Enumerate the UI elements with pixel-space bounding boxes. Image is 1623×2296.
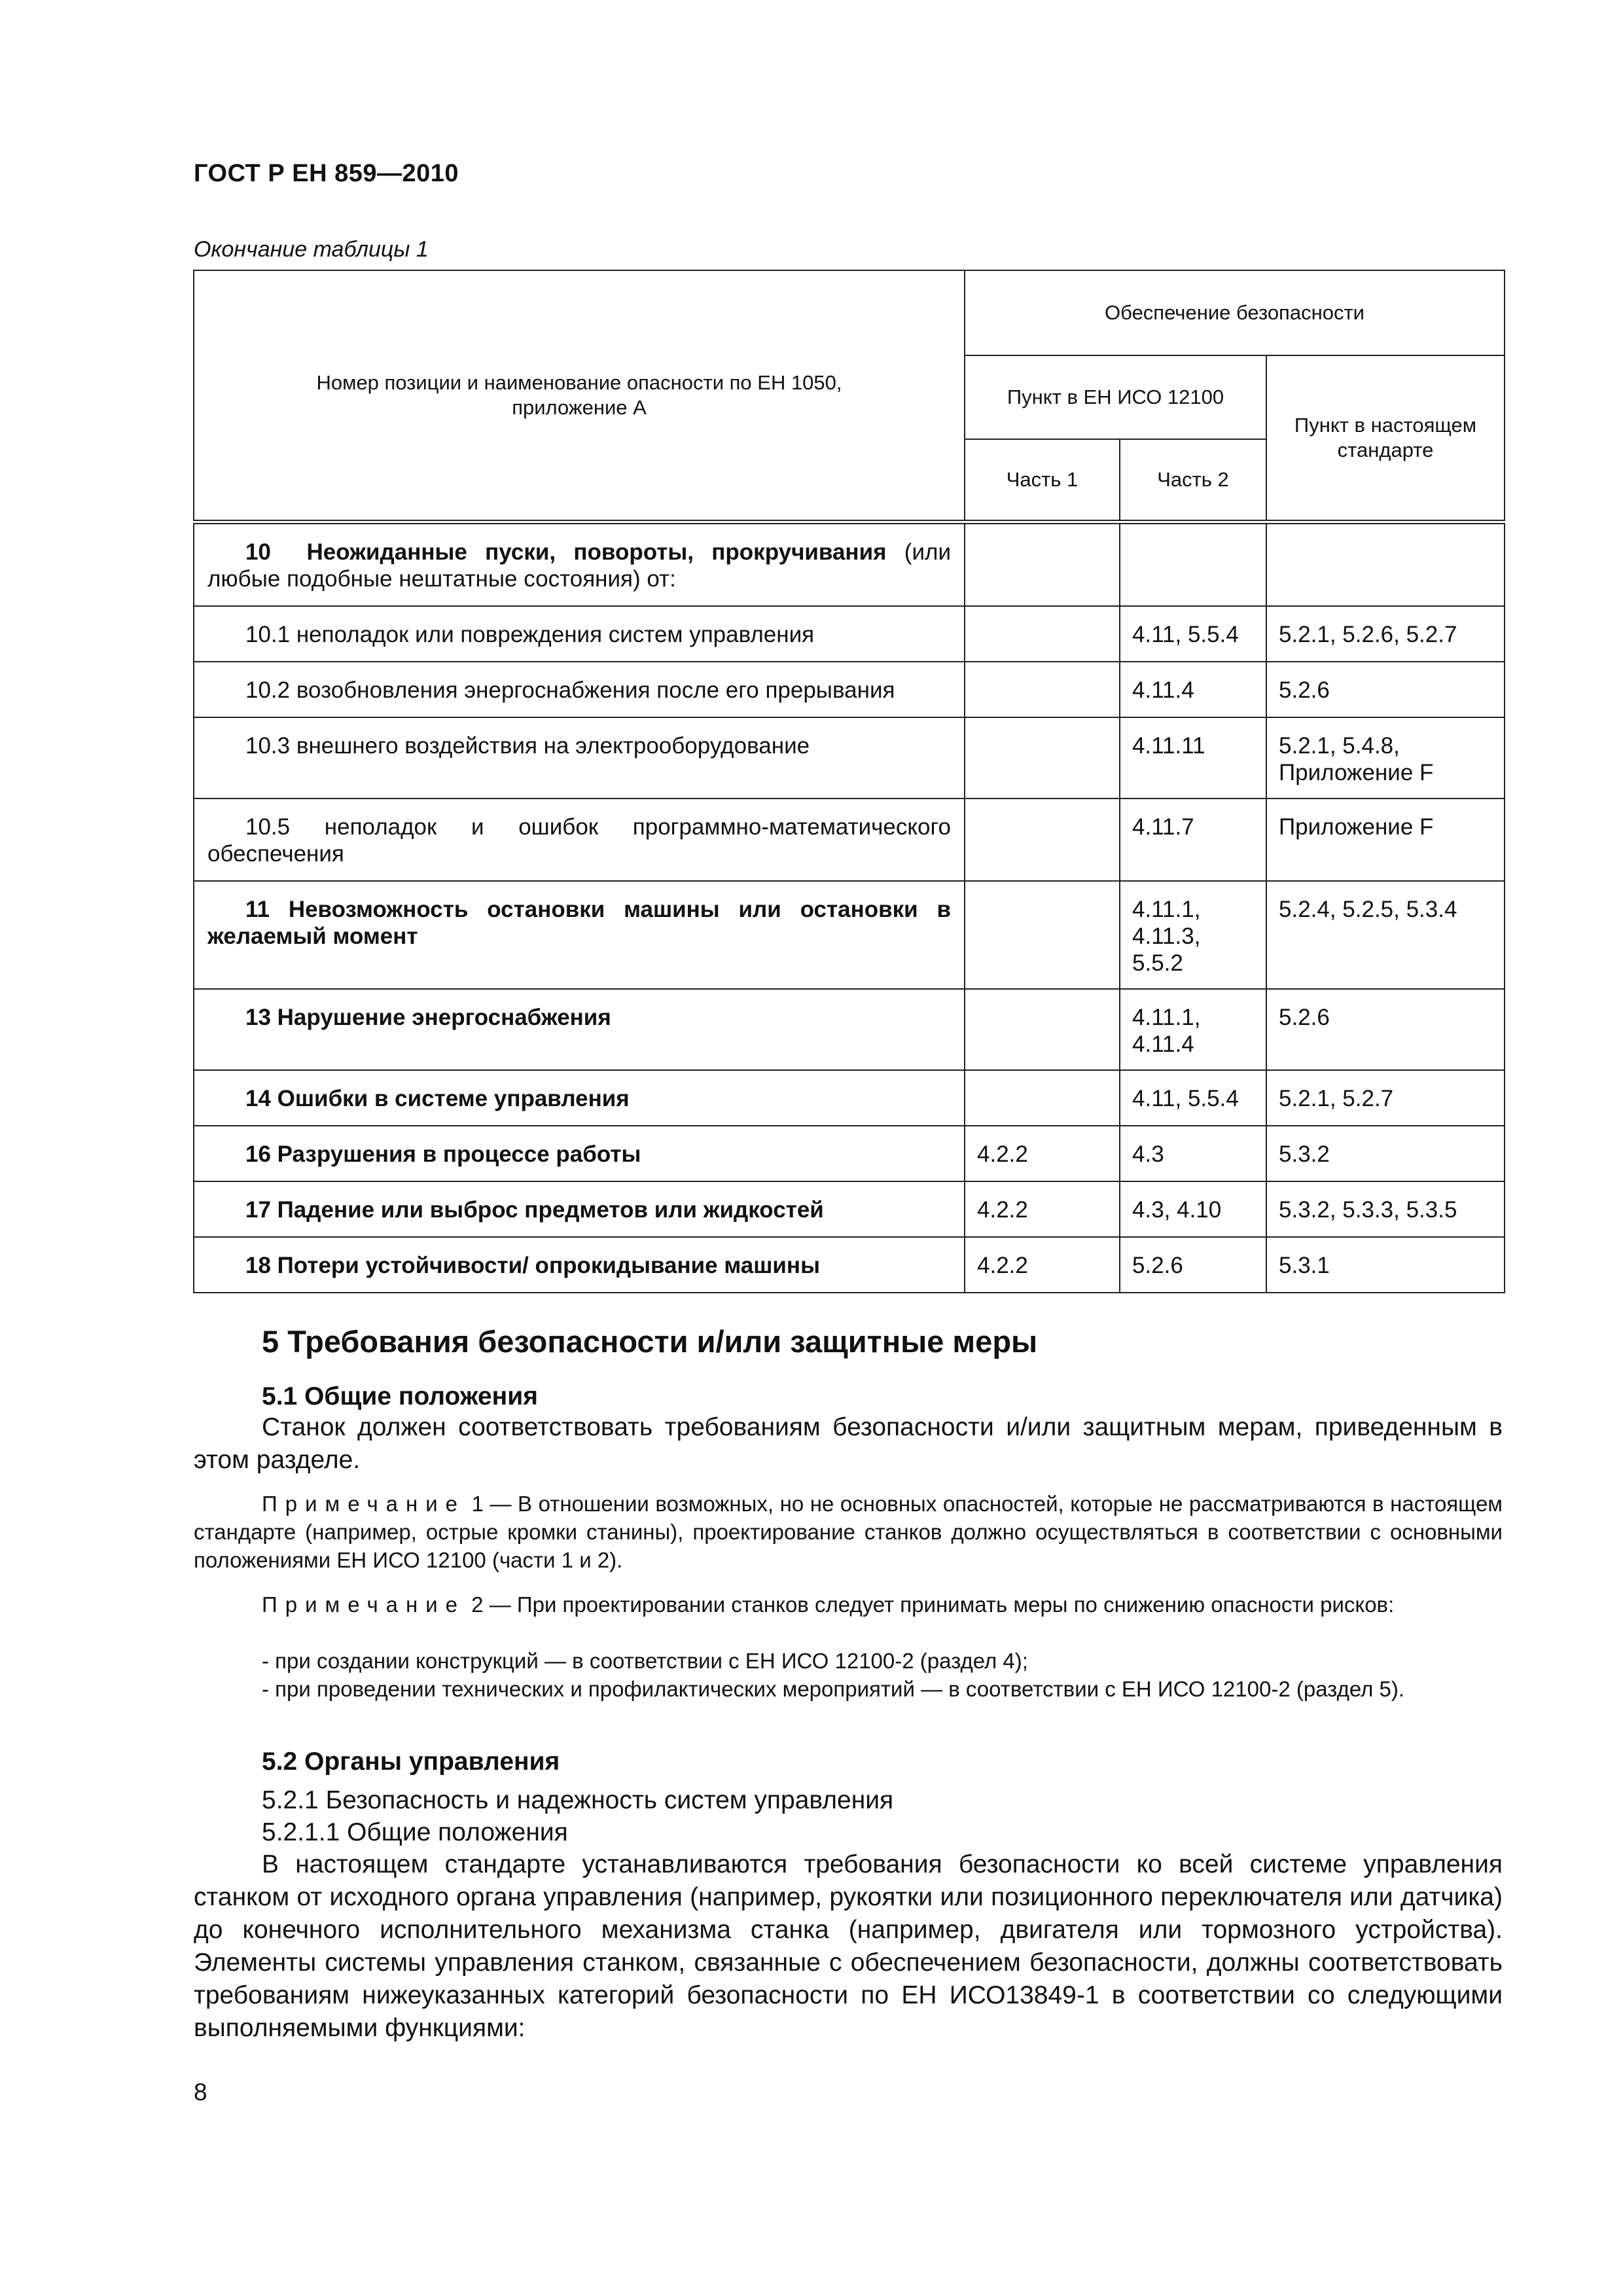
hazard-name: 10.2 возобновления энергоснабжения после его прерывания bbox=[245, 677, 895, 703]
section-5-2-1-title: 5.2.1 Безопасность и надежность систем управления bbox=[262, 1786, 894, 1814]
standard-value: 5.3.2 bbox=[1266, 1126, 1505, 1181]
section-5-2-1-1-text bbox=[194, 1848, 1503, 2045]
note-2 bbox=[194, 1590, 1503, 1619]
hazard-name: 10.3 внешнего воздействия на электрооборудование bbox=[245, 732, 810, 759]
hazard-name: 14 Ошибки в системе управления bbox=[245, 1085, 630, 1111]
header-iso-12100: Пункт в ЕН ИСО 12100 bbox=[965, 355, 1266, 439]
part1-value: 4.2.2 bbox=[965, 1181, 1120, 1237]
section-5-1-text bbox=[194, 1411, 1503, 1477]
standard-value: 5.3.2, 5.3.3, 5.3.5 bbox=[1266, 1181, 1505, 1237]
header-this-standard-text: Пункт в настоящем стандарте bbox=[1294, 413, 1477, 461]
part1-value bbox=[965, 522, 1120, 606]
table-row bbox=[194, 881, 1505, 989]
hazard-name: 11 Невозможность остановки машины или остановки в желаемый момент bbox=[207, 896, 951, 949]
header-hazard bbox=[194, 270, 965, 522]
header-hazard-text: Номер позиции и наименование опасности по ЕН 1050, приложение А bbox=[316, 370, 842, 419]
part2-value: 4.3, 4.10 bbox=[1120, 1181, 1266, 1237]
page-number: 8 bbox=[194, 2079, 207, 2106]
standard-value: 5.3.1 bbox=[1266, 1237, 1505, 1293]
part2-value bbox=[1120, 522, 1266, 606]
part2-value: 4.11.1, 4.11.4 bbox=[1120, 989, 1266, 1070]
hazard-name: 17 Падение или выброс предметов или жидкостей bbox=[245, 1196, 824, 1223]
part2-value: 4.3 bbox=[1120, 1126, 1266, 1181]
note-2-item1: - при создании конструкций — в соответствии с ЕН ИСО 12100-2 (раздел 4); bbox=[262, 1649, 1028, 1673]
note-2-label: Примечание bbox=[262, 1592, 466, 1617]
table-row bbox=[194, 1126, 1505, 1181]
part1-value bbox=[965, 989, 1120, 1070]
standard-value: 5.2.6 bbox=[1266, 662, 1505, 717]
section-5-2-title: 5.2 Органы управления bbox=[262, 1748, 560, 1776]
part2-value: 4.11.4 bbox=[1120, 662, 1266, 717]
document-header: ГОСТ Р ЕН 859—2010 bbox=[194, 160, 459, 187]
table-row bbox=[194, 662, 1505, 717]
part1-value: 4.2.2 bbox=[965, 1126, 1120, 1181]
part1-value: 4.2.2 bbox=[965, 1237, 1120, 1293]
standard-value: 5.2.1, 5.2.7 bbox=[1266, 1070, 1505, 1126]
standard-value: 5.2.6 bbox=[1266, 989, 1505, 1070]
section-5-1-title: 5.1 Общие положения bbox=[262, 1382, 538, 1410]
note-1-text: 1 — В отношении возможных, но не основных опасностей, которые не рассматриваются в настоящем стандарте (например, острые кромки станины), проектирование станков должно осуществляться в соответствии с основными положениями ЕН ИСО 12100 (части 1 и 2). bbox=[194, 1492, 1503, 1572]
part1-value bbox=[965, 662, 1120, 717]
table-row bbox=[194, 1181, 1505, 1237]
hazard-table bbox=[193, 270, 1505, 1293]
table-row bbox=[194, 522, 1505, 606]
section-5-2-1-1-body: В настоящем стандарте устанавливаются требования безопасности ко всей системе управления станком от исходного органа управления (например, рукоятки или позиционного переключателя или датчика) до конечного исполнительного механизма станка (например, двигателя или тормозного устройства). Элементы системы управления станком, связанные с обеспечением безопасности, должны соответствовать требованиям нижеуказанных категорий безопасности по ЕН ИСО13849-1 в соответствии со следующими выполняемыми функциями: bbox=[194, 1850, 1503, 2042]
hazard-name: 10.1 неполадок или повреждения систем управления bbox=[245, 621, 815, 647]
part1-value bbox=[965, 881, 1120, 989]
hazard-bold: Неожиданные пуски, повороты, прокручивания bbox=[306, 539, 887, 565]
header-safety: Обеспечение безопасности bbox=[965, 270, 1505, 355]
table-row bbox=[194, 1070, 1505, 1126]
table-row bbox=[194, 717, 1505, 798]
standard-value bbox=[1266, 522, 1505, 606]
hazard-name: 13 Нарушение энергоснабжения bbox=[245, 1004, 611, 1030]
note-2-item bbox=[194, 1675, 1503, 1703]
header-part2: Часть 2 bbox=[1120, 439, 1266, 522]
part2-value: 5.2.6 bbox=[1120, 1237, 1266, 1293]
hazard-name bbox=[194, 522, 965, 606]
part2-value: 4.11.11 bbox=[1120, 717, 1266, 798]
part1-value bbox=[965, 1070, 1120, 1126]
part2-value: 4.11.1, 4.11.3, 5.5.2 bbox=[1120, 881, 1266, 989]
note-1-label: Примечание bbox=[262, 1492, 466, 1516]
section-5-2-1-1-title: 5.2.1.1 Общие положения bbox=[262, 1818, 568, 1846]
note-2-text: 2 — При проектировании станков следует принимать меры по снижению опасности рисков: bbox=[465, 1592, 1395, 1617]
header-part1: Часть 1 bbox=[965, 439, 1120, 522]
table-row bbox=[194, 606, 1505, 662]
part1-value bbox=[965, 717, 1120, 798]
header-this-standard bbox=[1266, 355, 1505, 522]
table-row bbox=[194, 989, 1505, 1070]
part2-value: 4.11, 5.5.4 bbox=[1120, 606, 1266, 662]
part1-value bbox=[965, 606, 1120, 662]
standard-value: Приложение F bbox=[1266, 798, 1505, 881]
hazard-rest: (или любые подобные нештатные состояния) от: bbox=[207, 539, 951, 592]
note-2-item bbox=[194, 1647, 1503, 1675]
note-1 bbox=[194, 1490, 1503, 1574]
note-2-item2: - при проведении технических и профилактических мероприятий — в соответствии с ЕН ИСО 12100-2 (раздел 5). bbox=[262, 1677, 1405, 1701]
part2-value: 4.11, 5.5.4 bbox=[1120, 1070, 1266, 1126]
standard-value: 5.2.1, 5.4.8, Приложение F bbox=[1266, 717, 1505, 798]
table-row bbox=[194, 1237, 1505, 1293]
standard-value: 5.2.1, 5.2.6, 5.2.7 bbox=[1266, 606, 1505, 662]
part1-value bbox=[965, 798, 1120, 881]
hazard-name: 18 Потери устойчивости/ опрокидывание машины bbox=[245, 1252, 820, 1278]
section-5-1-body: Станок должен соответствовать требованиям безопасности и/или защитным мерам, приведенным в этом разделе. bbox=[194, 1413, 1503, 1474]
standard-value: 5.2.4, 5.2.5, 5.3.4 bbox=[1266, 881, 1505, 989]
hazard-name: 10.5 неполадок и ошибок программно-математического обеспечения bbox=[207, 814, 951, 867]
section-5-title: 5 Требования безопасности и/или защитные меры bbox=[262, 1324, 1038, 1359]
hazard-name: 16 Разрушения в процессе работы bbox=[245, 1141, 641, 1167]
table-row bbox=[194, 798, 1505, 881]
table-caption: Окончание таблицы 1 bbox=[194, 237, 429, 262]
hazard-num: 10 bbox=[245, 539, 271, 565]
part2-value: 4.11.7 bbox=[1120, 798, 1266, 881]
